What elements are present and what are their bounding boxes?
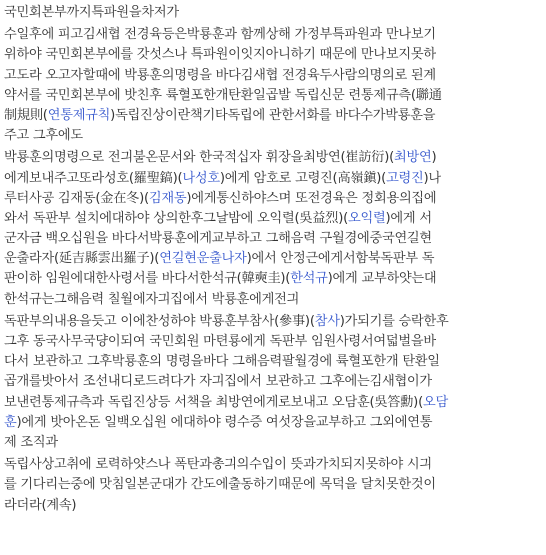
hangul-annotation: 고령진 xyxy=(386,170,424,186)
text-segment: 라더라(계속) xyxy=(4,497,77,513)
text-line xyxy=(4,209,540,229)
text-line xyxy=(4,496,540,516)
text-segment: 국민회본부까지특파원을차저가 xyxy=(4,5,179,20)
text-segment: 군자금 백오십원을 바다서박룡훈에게교부하고 그해음력 구월경에중국연길현 xyxy=(4,231,432,247)
paragraph xyxy=(4,455,540,516)
hangul-annotation: 나성호 xyxy=(182,170,220,186)
hangul-annotation: 오익렬 xyxy=(348,210,386,226)
paragraph-gap xyxy=(4,516,540,518)
text-line xyxy=(4,433,540,453)
text-line xyxy=(4,86,540,106)
text-line xyxy=(4,249,540,269)
text-line xyxy=(4,352,540,372)
hangul-annotation: 한석규 xyxy=(290,271,328,287)
text-line xyxy=(4,106,540,126)
text-segment: 그후 동국사무국댱이되여 국민회원 마텬룡에게 독판부 임원사령서여덟벌을바 xyxy=(4,334,436,349)
text-line xyxy=(4,45,540,65)
text-segment: 보낸련통제규측과 독립진상등 서책을 최방연에게로보내고 오담훈(吳答勳)( xyxy=(4,394,423,410)
hangul-annotation: 훈 xyxy=(4,414,17,430)
text-line xyxy=(4,372,540,392)
text-line xyxy=(4,393,540,413)
text-segment: 주고 그후에도 xyxy=(4,128,83,144)
text-line xyxy=(4,332,540,352)
paragraph xyxy=(4,312,540,453)
text-line xyxy=(4,312,540,332)
text-line xyxy=(4,148,540,168)
paragraph xyxy=(4,3,540,23)
text-segment: )독립진상이란책기타독립에 관한서화를 바다수가박룡훈을 xyxy=(110,107,436,123)
text-line xyxy=(4,455,540,475)
text-segment: )에게 암호로 고령진(高嶺鎭)( xyxy=(219,170,387,186)
hangul-annotation: 오담 xyxy=(422,394,448,410)
text-segment: )에게 서 xyxy=(385,210,432,226)
text-segment: )에게 교부하얏는대 xyxy=(327,271,437,287)
paragraph xyxy=(4,148,540,310)
text-line xyxy=(4,290,540,310)
text-line xyxy=(4,126,540,146)
text-segment: 고도라 오고자할때에 박룡훈의명령을 바다김새협 전경육두사람의명의로 된계 xyxy=(4,67,436,83)
text-segment: 곱개를밧아서 조선내디로드려다가 자긔집에서 보관하고 그후에는김새협이가 xyxy=(4,374,432,390)
text-segment: 制規則( xyxy=(4,107,48,123)
text-segment: )나 xyxy=(423,170,441,186)
text-segment: 를 기다리는중에 맛침일본군대가 간도에출동하기때문에 목덕을 달치못한것이 xyxy=(4,477,436,493)
text-segment: 한석규는그해음력 칠월에자긔집에서 박룡훈에게전긔 xyxy=(4,291,300,307)
hangul-annotation: 최방연 xyxy=(394,150,432,166)
text-line xyxy=(4,169,540,189)
text-line xyxy=(4,3,540,23)
hangul-annotation: 김재동 xyxy=(148,190,187,206)
text-line xyxy=(4,229,540,249)
text-segment: 박룡훈의명령으로 전긔불온문서와 한국적십자 휘장을최방연(崔訪衍)( xyxy=(4,150,395,166)
hangul-annotation: 연통제규칙 xyxy=(47,107,111,123)
text-segment: 판이하 임원에대한사령서를 바다서한석규(韓奭圭)( xyxy=(4,271,291,287)
hangul-annotation: 참사 xyxy=(314,313,340,329)
paragraph xyxy=(4,25,540,146)
hangul-annotation: 연길현운출나자 xyxy=(159,251,247,267)
text-segment: 제 조직과 xyxy=(4,434,58,450)
text-segment: 에게보내주고또라성호(羅聖鎬)( xyxy=(4,170,183,186)
text-line xyxy=(4,66,540,86)
text-segment: 위하야 국민회본부에를 갓섯스나 특파원이잇지아니하기 때문에 만나보지못하 xyxy=(4,47,436,63)
text-segment: 독판부의내용을듯고 이에찬성하야 박룡훈부참사(參事)( xyxy=(4,313,315,329)
text-segment: 다서 보관하고 그후박룡훈의 명령을바다 그해음력팔월경에 륙혈포한개 탄환일 xyxy=(4,354,440,370)
text-segment: ) xyxy=(431,150,437,166)
text-segment: 수일후에 피고김새협 전경육등은박룡훈과 함께상해 가정부특파원과 만나보기 xyxy=(4,27,436,43)
text-line xyxy=(4,189,540,209)
text-line xyxy=(4,413,540,433)
text-segment: 약서를 국민회본부에 밧친후 륙혈포한개탄환일곱발 독립신문 련통제규측(聯通 xyxy=(4,87,442,103)
text-segment: 와서 독판부 설치에대하야 상의한후그날밤에 오익렬(吳益烈)( xyxy=(4,210,349,226)
text-segment: )에게통신하야스며 또전경육은 정회용의집에 xyxy=(186,190,437,206)
text-segment: )에서 안정근에게서함북독판부 독 xyxy=(246,251,435,267)
text-segment: )에게 밧아온돈 일백오십원 에대하야 령수증 여섯장을교부하고 그외에연통 xyxy=(16,414,433,430)
text-line xyxy=(4,475,540,495)
text-line xyxy=(4,269,540,289)
text-segment: 독립사상고취에 로력하얏스나 폭탄과총긔의수입이 뜻과가치되지못하야 시긔 xyxy=(4,457,432,473)
text-line xyxy=(4,25,540,45)
text-segment: )가되기를 승락한후 xyxy=(339,313,449,329)
text-segment: 운출라자(延吉縣雲出羅子)( xyxy=(4,251,160,267)
text-segment: 루터사공 김재동(金在冬)( xyxy=(4,190,149,206)
